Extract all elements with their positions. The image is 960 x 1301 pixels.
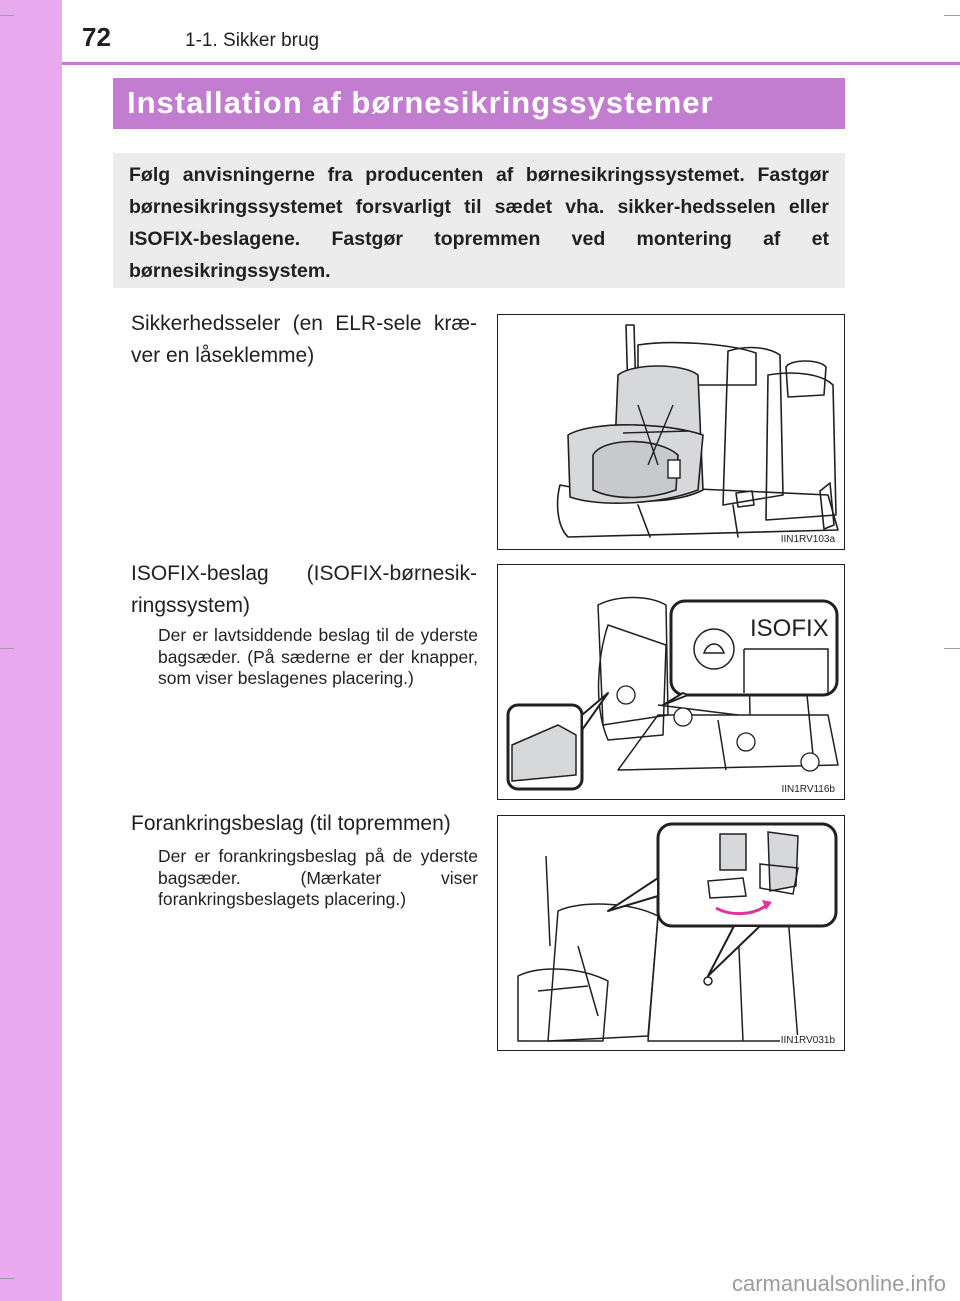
figure-code: IIN1RV103a [780, 534, 835, 545]
figure-seatbelt [497, 314, 845, 550]
item-title-seatbelts: Sikkerhedsseler (en ELR-sele kræ-ver en låseklemme) [131, 312, 477, 367]
page-number: 72 [82, 22, 111, 52]
isofix-anchor-illustration [498, 565, 845, 800]
item-desc-isofix: Der er lavtsiddende beslag til de yderste bagsæder. (På sæderne er der knapper, som viser beslagenes placering.) [158, 625, 478, 688]
crop-mark-mid [0, 648, 14, 649]
header-divider [62, 62, 960, 65]
figure-code: IIN1RV116b [781, 784, 835, 795]
intro-text: Følg anvisningerne fra producenten af børnesikringssystemet. Fastgør børnesikringssystemet forsvarligt til sædet vha. sikker-hedsselen eller ISOFIX-beslagene. Fastgør topremmen ved montering af et børnesikringssystem. [129, 164, 829, 282]
section-title: 1-1. Sikker brug [185, 30, 320, 51]
crop-mark-top [0, 15, 14, 16]
isofix-label: ISOFIX [750, 615, 829, 642]
side-color-strip [0, 0, 62, 1301]
crop-mark-right-mid [944, 648, 960, 649]
intro-box [113, 153, 845, 288]
figure-isofix [497, 564, 845, 800]
item-title-anchor: Forankringsbeslag (til topremmen) [131, 812, 451, 835]
seatbelt-child-seat-illustration [498, 315, 845, 550]
crop-mark-bottom [0, 1278, 14, 1279]
figure-anchor [497, 815, 845, 1051]
figure-code: IIN1RV031b [780, 1035, 835, 1046]
item-desc-anchor: Der er forankringsbeslag på de yderste bagsæder. (Mærkater viser forankringsbeslagets placering.) [158, 846, 478, 909]
page-title: Installation af børnesikringssystemer [127, 85, 714, 120]
crop-mark-right-top [944, 15, 960, 16]
title-bar [113, 78, 845, 129]
item-title-isofix: ISOFIX-beslag (ISOFIX-børnesik-ringssystem) [131, 562, 477, 617]
top-tether-anchor-illustration [498, 816, 845, 1051]
watermark: carmanualsonline.info [731, 1271, 946, 1296]
